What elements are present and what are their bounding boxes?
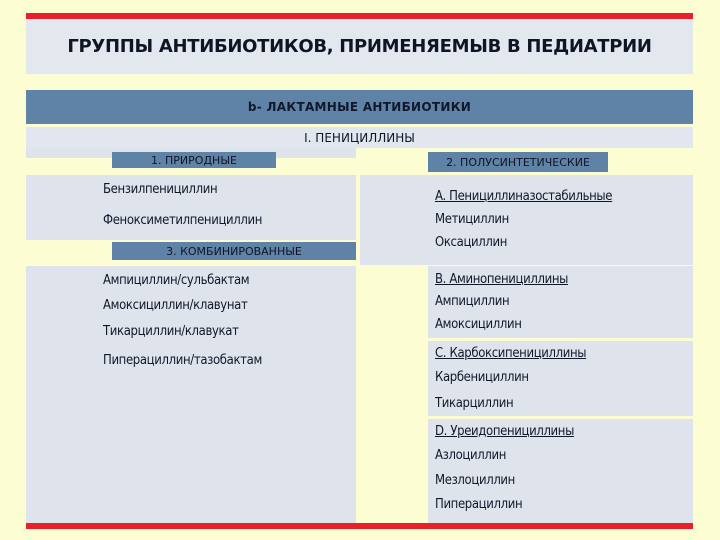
title-band (26, 19, 693, 74)
combined-heading-label: 3. КОМБИНИРОВАННЫЕ (166, 244, 302, 258)
list-item: Тикарциллин/клавукат (103, 324, 239, 339)
group-heading: C. Карбоксипенициллины (435, 346, 587, 361)
list-item: Азлоциллин (435, 448, 507, 463)
list-item: Тикарциллин (435, 396, 514, 411)
list-item: Бензилпенициллин (103, 182, 218, 197)
list-item: Пиперациллин/тазобактам (103, 353, 262, 368)
semisynthetic-heading-label: 2. ПОЛУСИНТЕТИЧЕСКИЕ (446, 155, 590, 169)
list-item: Карбенициллин (435, 370, 529, 385)
list-item: Пиперациллин (435, 497, 523, 512)
penicillins-label: I. ПЕНИЦИЛЛИНЫ (304, 130, 415, 145)
group-heading: A. Пенициллиназостабильные (435, 189, 613, 204)
bottom-red-bar (26, 523, 693, 529)
penicillins-band (26, 127, 693, 148)
list-item: Мезлоциллин (435, 473, 515, 488)
list-item: Феноксиметилпенициллин (103, 213, 263, 228)
list-item: Метициллин (435, 212, 509, 227)
list-item: Ампициллин (435, 294, 510, 309)
natural-heading-label: 1. ПРИРОДНЫЕ (151, 153, 237, 167)
main-group-label: b- ЛАКТАМНЫЕ АНТИБИОТИКИ (247, 100, 472, 114)
list-item: Ампициллин/сульбактам (103, 273, 250, 288)
list-item: Амоксициллин/клавунат (103, 298, 248, 313)
group-heading: D. Уреидопенициллины (435, 424, 574, 439)
main-group-band (26, 90, 693, 124)
group-heading: B. Аминопенициллины (435, 272, 568, 287)
semisynthetic-heading (428, 152, 608, 172)
natural-heading (112, 152, 276, 168)
combined-heading (112, 242, 356, 260)
list-item: Оксациллин (435, 235, 508, 250)
page-title: ГРУППЫ АНТИБИОТИКОВ, ПРИМЕНЯЕМЫВ В ПЕДИАТРИИ (67, 36, 652, 57)
list-item: Амоксициллин (435, 317, 522, 332)
